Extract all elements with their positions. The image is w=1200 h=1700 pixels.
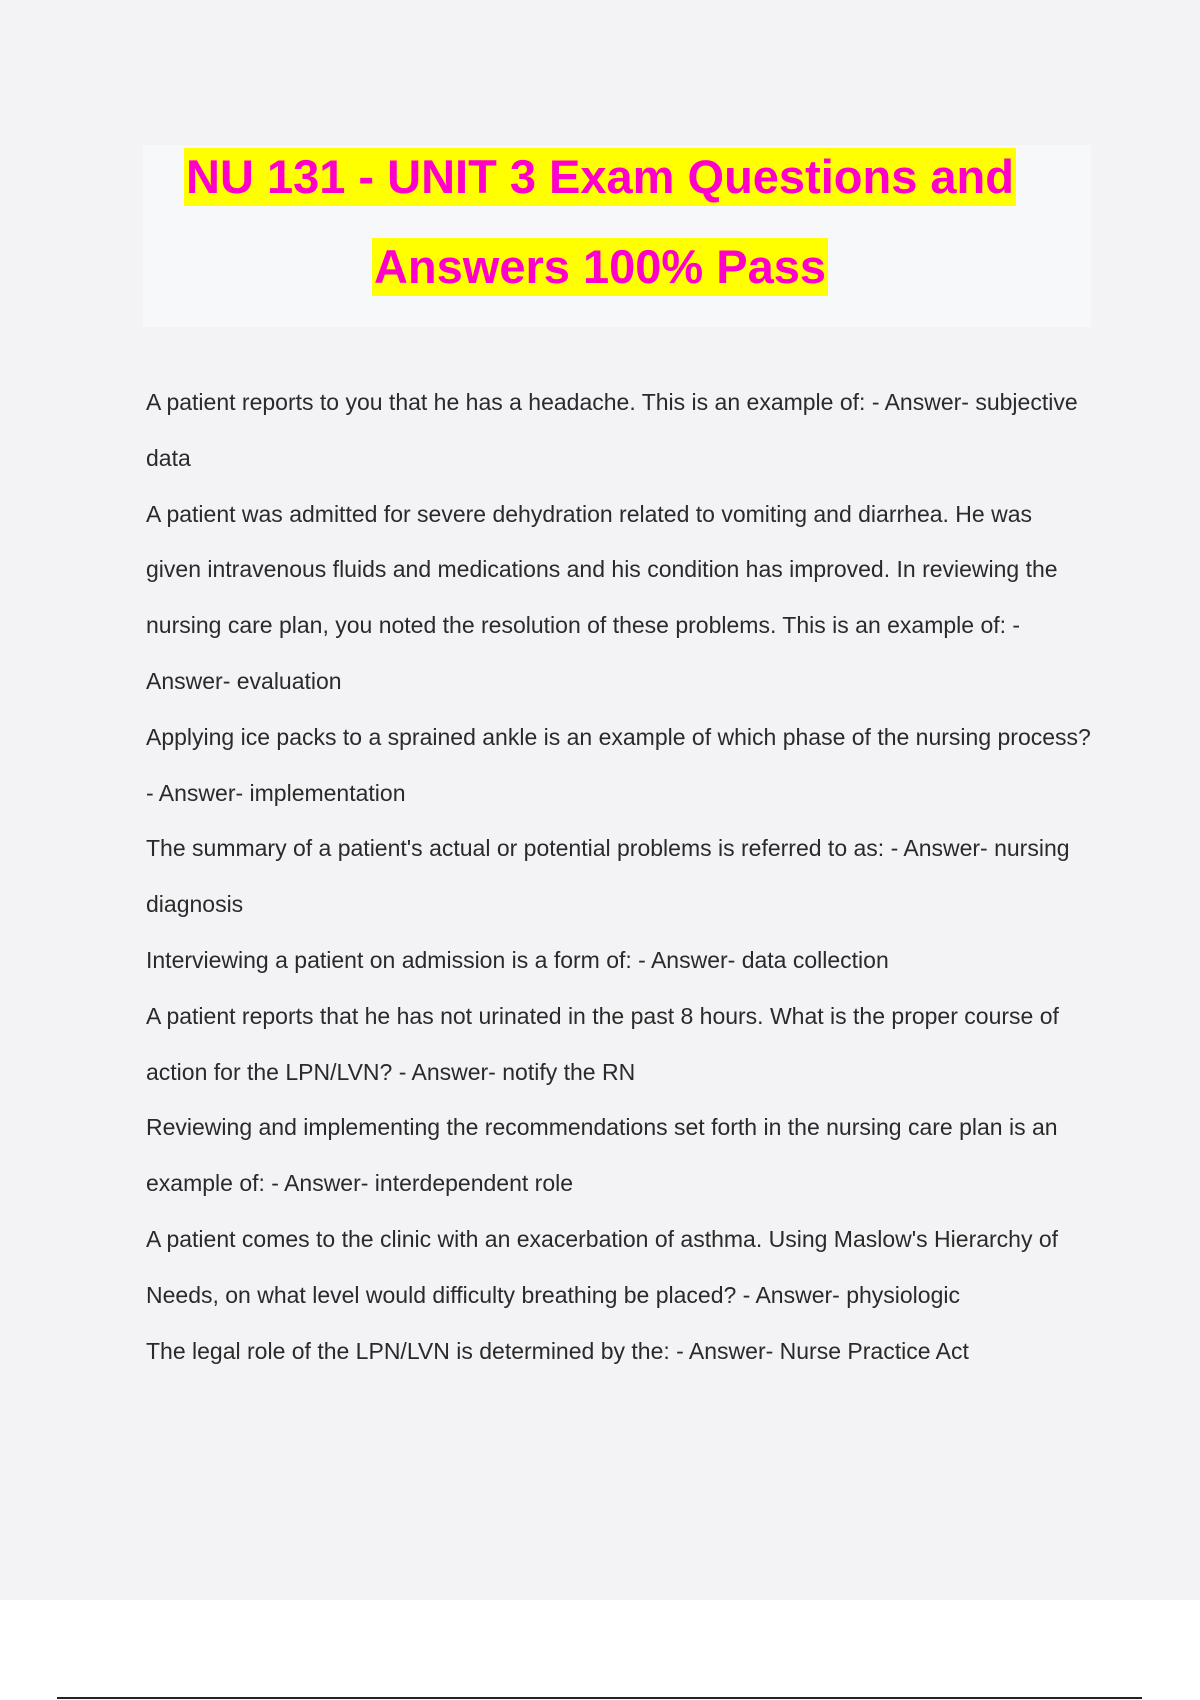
qa-item-2: A patient was admitted for severe dehydration related to vomiting and diarrhea. He was given intravenous fluids and medications and his condition has improved. In reviewing the nursing care plan, you noted the resolution of these problems. This is an example of: - Answer- evaluation (146, 500, 1058, 694)
title-row-1 (0, 148, 1200, 206)
qa-item-9: The legal role of the LPN/LVN is determined by the: - Answer- Nurse Practice Act (146, 1337, 969, 1364)
title-row-2 (0, 238, 1200, 296)
document-title-line-2: Answers 100% Pass (372, 238, 828, 296)
qa-item-5: Interviewing a patient on admission is a form of: - Answer- data collection (146, 946, 889, 973)
footer-divider (57, 1697, 1142, 1699)
qa-item-1: A patient reports to you that he has a headache. This is an example of: - Answer- subjective data (146, 389, 1078, 471)
document-title-line-1: NU 131 - UNIT 3 Exam Questions and (184, 148, 1016, 206)
qa-item-7: Reviewing and implementing the recommendations set forth in the nursing care plan is an example of: - Answer- interdependent role (146, 1114, 1058, 1197)
qa-item-3: Applying ice packs to a sprained ankle is an example of which phase of the nursing process? - Answer- implementation (146, 723, 1091, 806)
qa-item-4: The summary of a patient's actual or potential problems is referred to as: - Answer- nursing diagnosis (146, 835, 1070, 918)
qa-item-6: A patient reports that he has not urinated in the past 8 hours. What is the proper course of action for the LPN/LVN? - Answer- notify the RN (146, 1002, 1059, 1085)
qa-list (146, 375, 1091, 1379)
qa-item-8: A patient comes to the clinic with an exacerbation of asthma. Using Maslow's Hierarchy of Needs, on what level would difficulty breathing be placed? - Answer- physiologic (146, 1225, 1059, 1308)
